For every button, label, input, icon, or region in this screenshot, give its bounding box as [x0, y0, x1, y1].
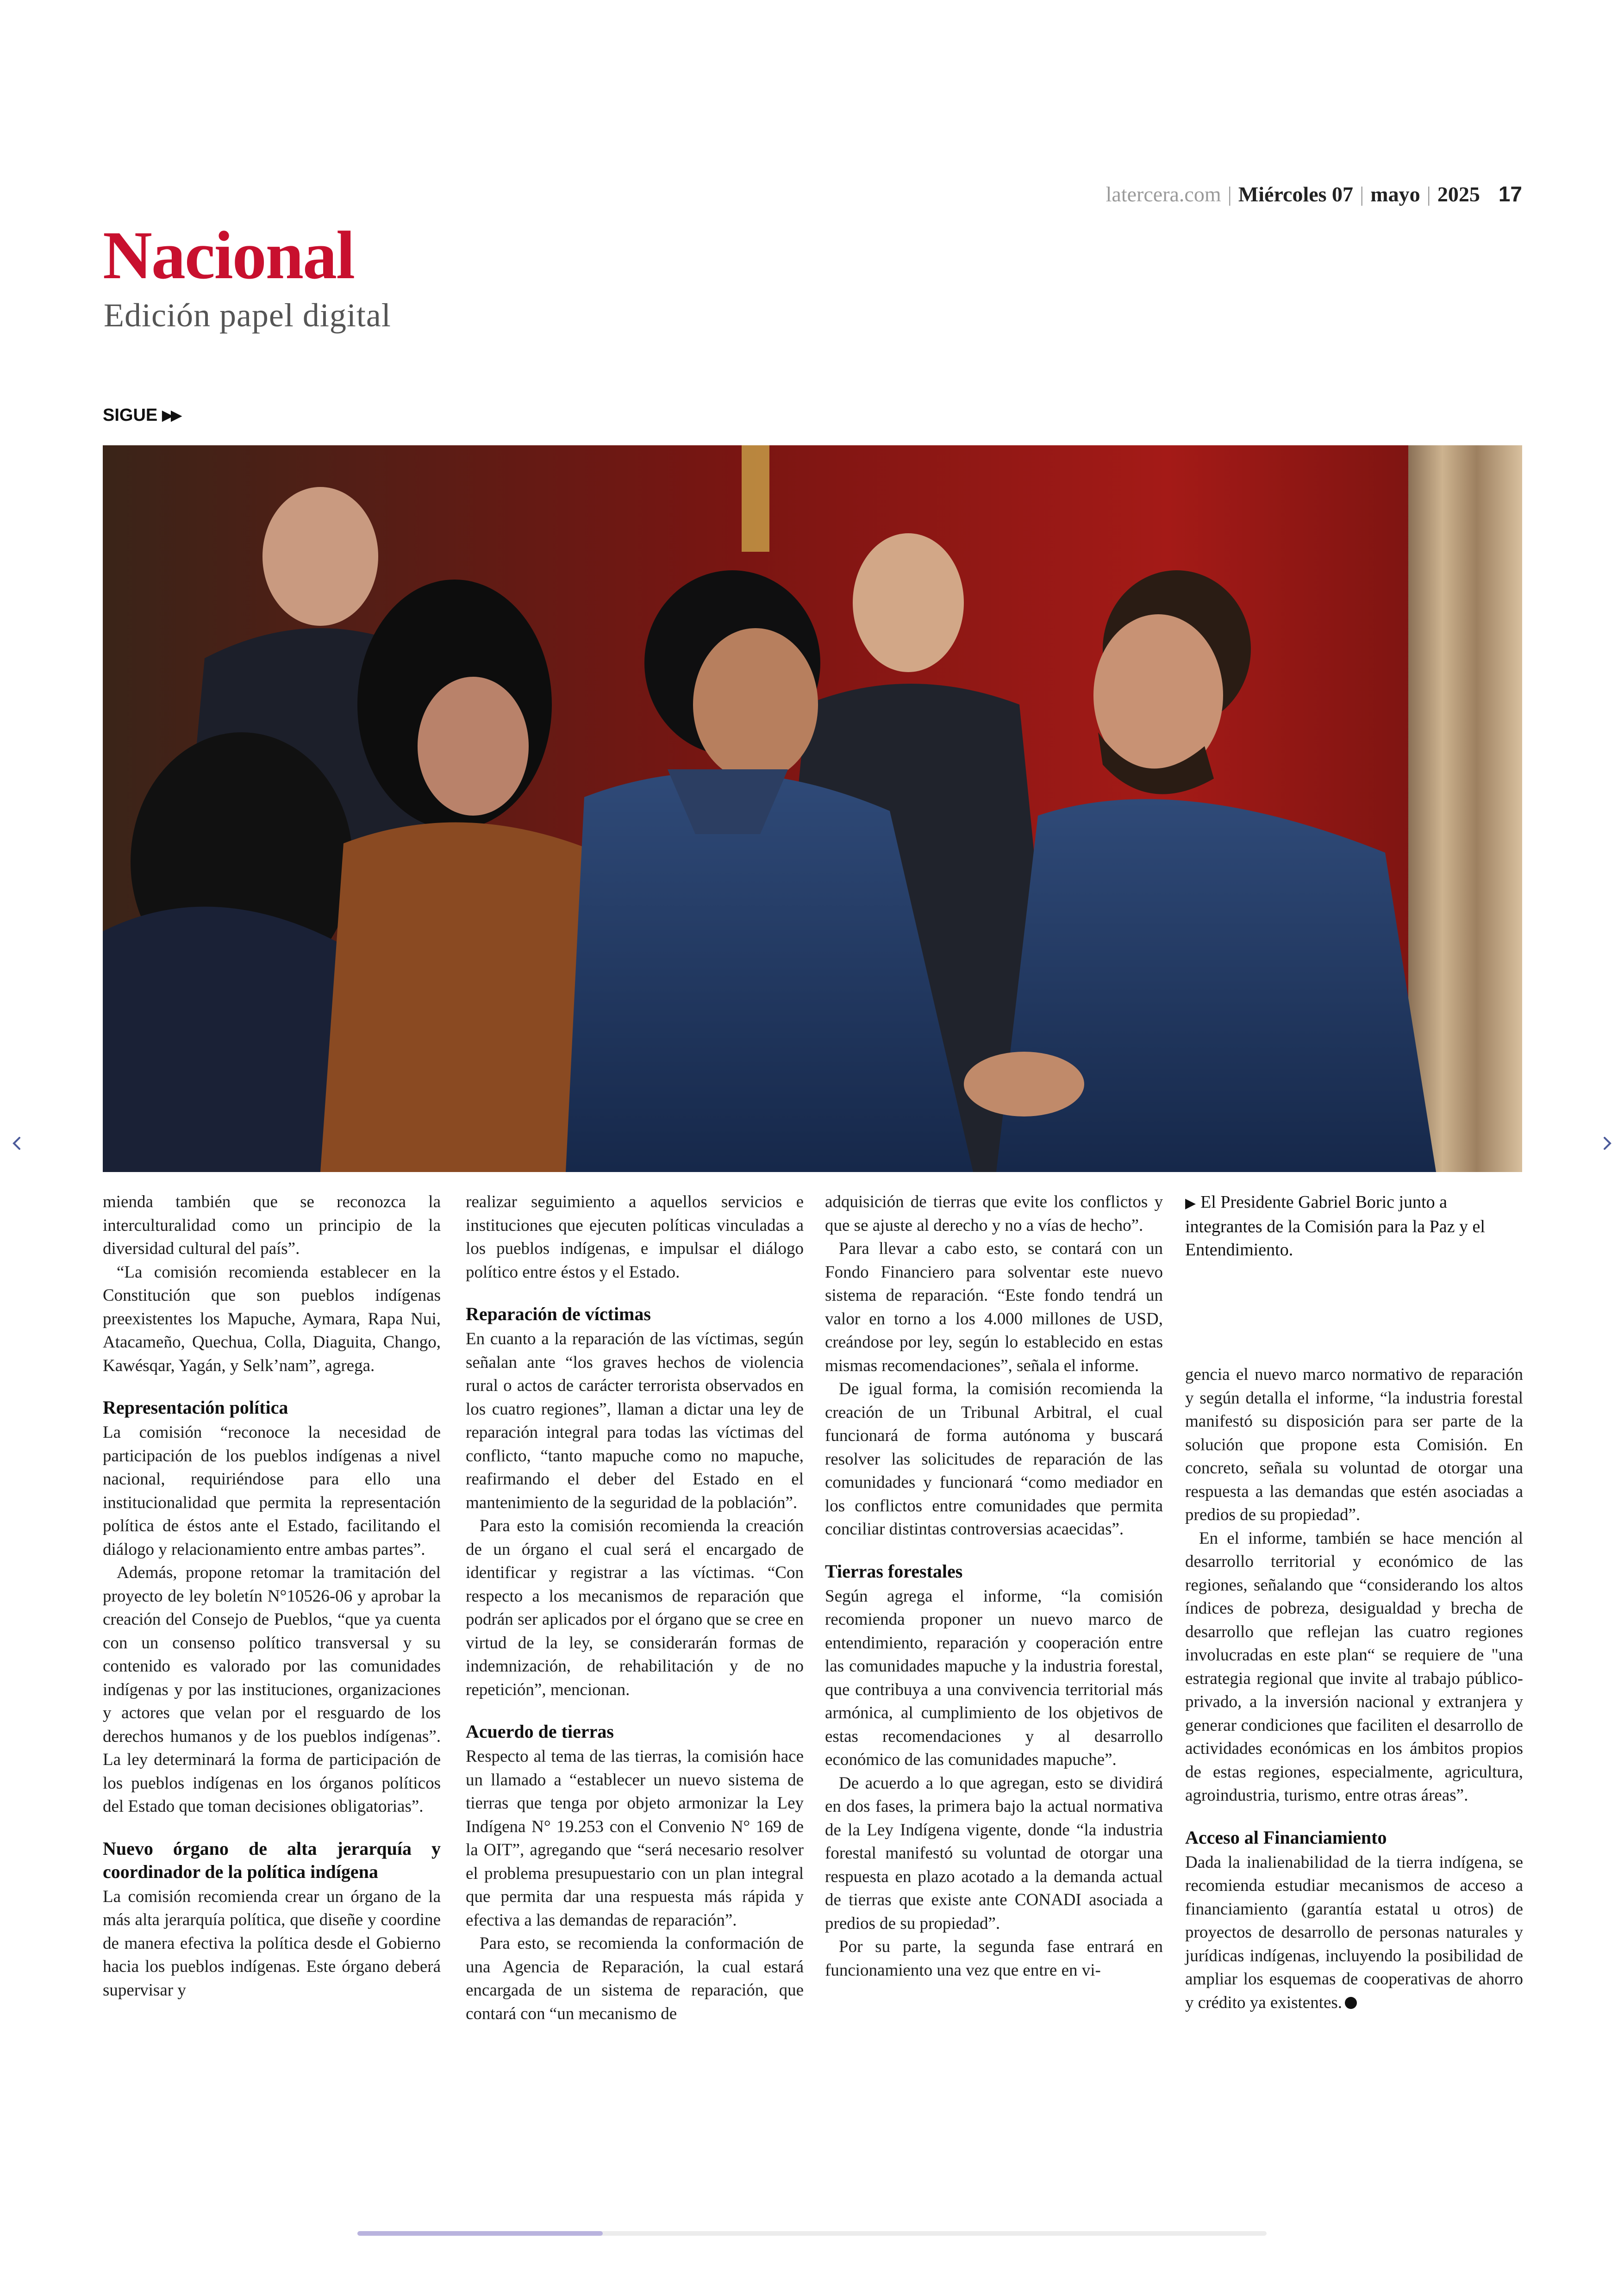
- paragraph: [1185, 1851, 1523, 2015]
- section-title: Nacional: [103, 218, 355, 293]
- article-column-2: [466, 1191, 804, 2026]
- paragraph: De acuerdo a lo que agregan, esto se dividirá en dos fases, la primera bajo la actual normativa de la Ley Indígena vigente, donde “la industria forestal manifestó su voluntad de otorgar una respuesta en plazo acotado a la demanda actual de tierras que existe ante CONADI asociada a predios de su propiedad”.: [825, 1773, 1163, 1933]
- header-separator: |: [1360, 182, 1364, 206]
- caption-arrow-icon: ▶: [1185, 1196, 1196, 1211]
- page-header: [1106, 181, 1522, 206]
- paragraph: Para esto, se recomienda la conformación de una Agencia de Reparación, la cual estará encargada de un sistema de reparación, que contará con “un mecanismo de: [466, 1934, 804, 2023]
- subheading: Nuevo órgano de alta jerarquía y coordinador de la política indígena: [103, 1838, 441, 1882]
- paragraph: Para esto la comisión recomienda la creación de un órgano el cual será el encargado de identificar y registrar a las víctimas. “Con respecto a los mecanismos de reparación que podrán ser aplicados por el órgano que se cree en virtud de la ley, se considerarán formas de indemnización, de rehabilitación y de no repetición”, mencionan.: [466, 1516, 804, 1699]
- chevron-right-icon: [1598, 1134, 1617, 1153]
- header-year: 2025: [1437, 182, 1480, 206]
- header-separator: |: [1227, 182, 1232, 206]
- article-photo: [103, 445, 1522, 1172]
- subheading: Tierras forestales: [825, 1560, 963, 1582]
- subheading: Reparación de víctimas: [466, 1303, 651, 1324]
- paragraph: En cuanto a la reparación de las víctimas, según señalan ante “los graves hechos de violencia rural o actos de carácter terrorista observados en los cuatro regiones”, llaman a dictar una ley de reparación integral para todas las víctimas del conflicto, “tanto mapuche como no mapuche, reafirmando el deber del Estado en el mantenimiento de la seguridad de la población”.: [466, 1329, 804, 1512]
- article-column-1: [103, 1191, 441, 2002]
- paragraph: Según agrega el informe, “la comisión recomienda proponer un nuevo marco de entendimiento, reparación y cooperación entre las comunidades mapuche y la industria forestal, que contribuya a una convivencia territorial más armónica, al cumplimiento de los objetivos de estas recomendaciones y al desarrollo económico de las comunidades mapuche”.: [825, 1586, 1163, 1769]
- double-play-icon: ▶▶: [162, 408, 180, 423]
- page-number: 17: [1498, 182, 1522, 206]
- header-separator: |: [1426, 182, 1431, 206]
- header-date: Miércoles 07: [1238, 182, 1354, 206]
- paragraph: mienda también que se reconozca la interculturalidad como un principio de la diversidad cultural del país”.: [103, 1192, 441, 1258]
- paragraph: Para llevar a cabo esto, se contará con un Fondo Financiero para solventar este nuevo sistema de reparación. “Este fondo tendrá un valor en torno a los 4.000 millones de USD, creándose por ley, según lo establecido en estas mismas recomendaciones”, señala el informe.: [825, 1239, 1163, 1375]
- paragraph: “La comisión recomienda establecer en la Constitución que son pueblos indígenas preexistentes los Mapuche, Aymara, Rapa Nui, Atacameño, Quechua, Colla, Diaguita, Chango, Kawésqar, Yagán, y Selk’nam”, agrega.: [103, 1262, 441, 1375]
- paragraph: realizar seguimiento a aquellos servicios e instituciones que ejecuten políticas vinculadas a los pueblos indígenas, e impulsar el diálogo político entre éstos y el Estado.: [466, 1192, 804, 1282]
- article-column-4: [1185, 1363, 1523, 2014]
- subheading: Representación política: [103, 1397, 288, 1418]
- continues-marker: [103, 405, 180, 425]
- subheading: Acuerdo de tierras: [466, 1721, 614, 1742]
- subheading: Acceso al Financiamiento: [1185, 1827, 1387, 1848]
- paragraph: Respecto al tema de las tierras, la comisión hace un llamado a “establecer un nuevo sistema de tierras que tenga por objeto armonizar la Ley Indígena N° 19.253 con el Convenio N° 169 de la OIT”, agregando que “será necesario resolver el problema presupuestario con un plan integral que permita dar una respuesta más rápida y efectiva a las demandas de reparación”.: [466, 1747, 804, 1930]
- header-month: mayo: [1370, 182, 1420, 206]
- paragraph: La comisión recomienda crear un órgano de la más alta jerarquía política, que diseñe y coordine de manera efectiva la política desde el Gobierno hacia los pueblos indígenas. Este órgano deberá supervisar y: [103, 1887, 441, 2000]
- paragraph-text: Dada la inalienabilidad de la tierra indígena, se recomienda estudiar mecanismos de acceso a financiamiento (garantía estatal u otros) de proyectos de desarrollo de personas naturales y jurídicas indígenas, incluyendo la posibilidad de ampliar los esquemas de cooperativas de ahorro y crédito ya existentes.: [1185, 1852, 1523, 2012]
- caption-text: El Presidente Gabriel Boric junto a integrantes de la Comisión para la Paz y el Entendimiento.: [1185, 1192, 1485, 1260]
- end-of-article-icon: [1345, 1997, 1357, 2009]
- site-name: latercera.com: [1106, 182, 1221, 206]
- article-column-3: [825, 1191, 1163, 1982]
- paragraph: adquisición de tierras que evite los conflictos y que se ajuste al derecho y no a vías de hecho”.: [825, 1192, 1163, 1235]
- next-page-button[interactable]: [1593, 1129, 1621, 1157]
- scrollbar-thumb[interactable]: [357, 2231, 603, 2236]
- paragraph: En el informe, también se hace mención al desarrollo territorial y económico de las regiones, señalando que “considerando los altos índices de pobreza, desigualdad y brecha de desarrollo que reflejan las cuatro regiones involucradas en este plan“ se requiere de "una estrategia regional que invite al trabajo público-privado, a la inversión nacional y extranjera y generar condiciones que faciliten el desarrollo de actividades económicas en los ámbitos propios de estas regiones, especialmente, agricultura, agroindustria, turismo, entre otras áreas”.: [1185, 1528, 1523, 1805]
- section-subtitle: Edición papel digital: [104, 297, 391, 334]
- previous-page-button[interactable]: [3, 1129, 31, 1157]
- paragraph: Además, propone retomar la tramitación del proyecto de ley boletín N°10526-06 y aprobar la creación del Consejo de Pueblos, “que ya cuenta con un consenso político transversal y su contenido es valorado por las comunidades indígenas y por las instituciones, organizaciones y actores que velan por el resguardo de los derechos humanos y de los pueblos indígenas”. La ley determinará la forma de participación de los pueblos indígenas en los órganos políticos del Estado que toman decisiones obligatorias”.: [103, 1563, 441, 1816]
- photo-caption: [1185, 1191, 1523, 1261]
- page-scrollbar[interactable]: [357, 2231, 1267, 2236]
- paragraph: gencia el nuevo marco normativo de reparación y según detalla el informe, “la industria forestal manifestó su disposición para ser parte de la solución que propone esta Comisión. En concreto, señala su voluntad de otorgar una respuesta a las demandas que estén asociadas a predios de su propiedad”.: [1185, 1365, 1523, 1524]
- chevron-left-icon: [7, 1134, 26, 1153]
- photo-illustration: [103, 445, 1522, 1172]
- paragraph: Por su parte, la segunda fase entrará en funcionamiento una vez que entre en vi-: [825, 1937, 1163, 1980]
- paragraph: La comisión “reconoce la necesidad de participación de los pueblos indígenas a nivel nacional, requiriéndose para ello una institucionalidad que permita la representación política de éstos ante el Estado, facilitando el diálogo y relacionamiento entre ambas partes”.: [103, 1423, 441, 1559]
- paragraph: De igual forma, la comisión recomienda la creación de un Tribunal Arbitral, el cual funcionará de forma autónoma y buscará resolver las solicitudes de reparación de las comunidades y funcionará “como mediador en los conflictos entre comunidades que permita conciliar distintas controversias acaecidas”.: [825, 1379, 1163, 1539]
- continues-label: SIGUE: [103, 405, 158, 425]
